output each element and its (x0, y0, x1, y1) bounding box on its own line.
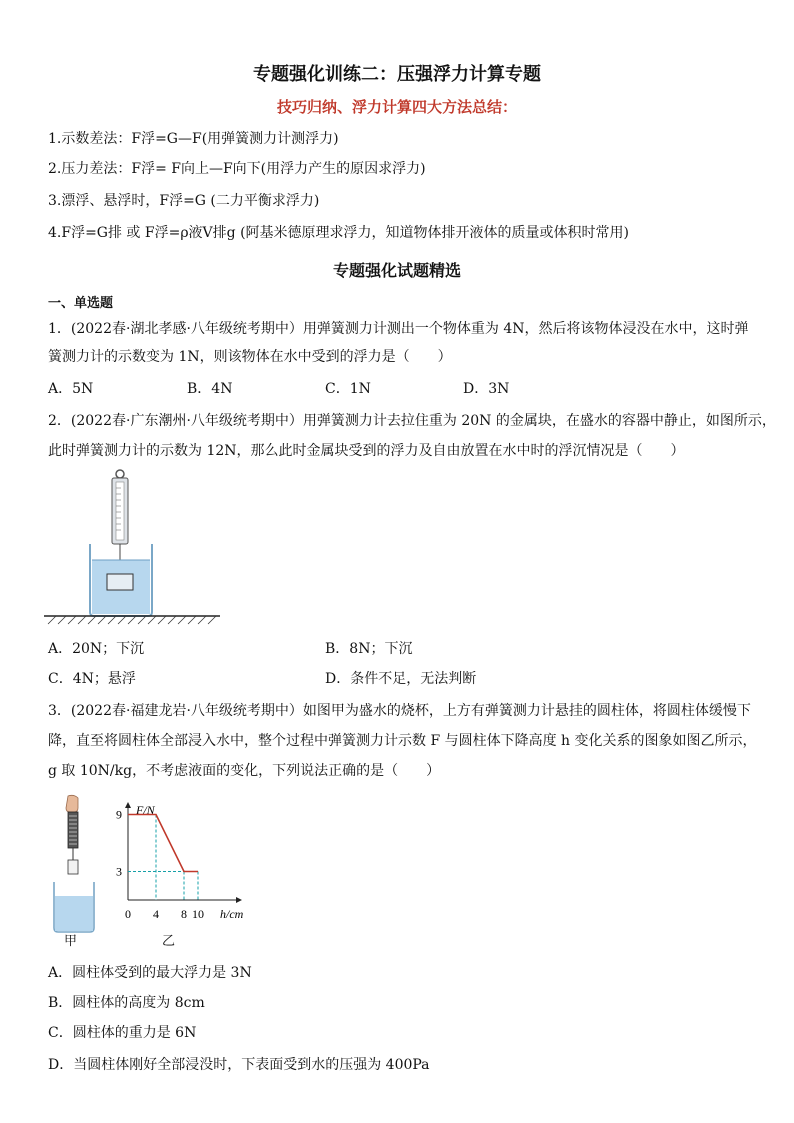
x-tick-label: 8 (181, 907, 187, 921)
y-tick-label: 3 (116, 864, 122, 879)
x-tick-label: 0 (125, 907, 131, 921)
hand-scale-beaker-figure (44, 794, 104, 944)
q1-option-a: A．5N (48, 381, 94, 397)
method-4: 4.F浮=G排 或 F浮=ρ液V排g (阿基米德原理求浮力，知道物体排开液体的质量或体积时常用) (48, 225, 630, 241)
figure-label-jia: 甲 (64, 934, 78, 949)
page-title: 专题强化训练二：压强浮力计算专题 (253, 64, 541, 85)
methods-heading: 技巧归纳、浮力计算四大方法总结： (276, 98, 517, 116)
question-3-line-3: g 取 10N/kg，不考虑液面的变化，下列说法正确的是（ ） (48, 763, 441, 779)
q1-option-b: B．4N (187, 381, 233, 397)
q3-option-c: C．圆柱体的重力是 6N (48, 1025, 197, 1041)
section-title: 专题强化试题精选 (332, 261, 461, 280)
q2-option-d: D．条件不足，无法判断 (325, 671, 477, 687)
y-axis-arrow (125, 802, 131, 808)
question-1-line-2: 簧测力计的示数变为 1N，则该物体在水中受到的浮力是（ ） (48, 349, 452, 365)
q2-option-b: B．8N；下沉 (325, 641, 413, 657)
question-2-line-2: 此时弹簧测力计的示数为 12N，那么此时金属块受到的浮力及自由放置在水中时的浮沉情况是（ ） (48, 443, 685, 459)
q3-option-a: A．圆柱体受到的最大浮力是 3N (48, 965, 252, 981)
question-3-line-2: 降，直至将圆柱体全部浸入水中，整个过程中弹簧测力计示数 F 与圆柱体下降高度 h 变化关系的图象如图乙所示， (48, 733, 757, 749)
method-3: 3.漂浮、悬浮时，F浮=G (二力平衡求浮力) (48, 193, 320, 209)
method-2: 2.压力差法：F浮= F向上—F向下(用浮力产生的原因求浮力) (48, 161, 426, 177)
spring-scale-beaker-figure (44, 466, 220, 626)
q1-option-d: D．3N (463, 381, 510, 397)
section-heading: 一、单选题 (48, 296, 114, 311)
q3-option-d: D．当圆柱体刚好全部浸没时，下表面受到水的压强为 400Pa (48, 1057, 430, 1073)
y-axis-label: F/N (136, 803, 155, 817)
q2-option-c: C．4N；悬浮 (48, 671, 136, 687)
q2-option-a: A．20N；下沉 (48, 641, 145, 657)
q1-option-c: C．1N (325, 381, 371, 397)
y-tick-label: 9 (116, 807, 122, 822)
question-2-line-1: 2．(2022春·广东潮州·八年级统考期中）用弹簧测力计去拉住重为 20N 的金属块，在盛水的容器中静止，如图所示， (48, 413, 776, 429)
method-1: 1.示数差法：F浮=G—F(用弹簧测力计测浮力) (48, 131, 339, 147)
question-3-line-1: 3．(2022春·福建龙岩·八年级统考期中）如图甲为盛水的烧杯，上方有弹簧测力计悬挂的圆柱体，将圆柱体缓慢下 (48, 703, 751, 719)
x-tick-label: 10 (192, 907, 204, 921)
figure-label-yi: 乙 (162, 934, 176, 949)
x-axis-arrow (236, 897, 242, 903)
x-tick-label: 4 (153, 907, 159, 921)
question-1-line-1: 1．(2022春·湖北孝感·八年级统考期中）用弹簧测力计测出一个物体重为 4N，然后将该物体浸没在水中，这时弹 (48, 321, 749, 337)
x-axis-label: h/cm (220, 907, 244, 921)
force-height-chart (108, 800, 258, 925)
q3-option-b: B．圆柱体的高度为 8cm (48, 995, 205, 1011)
series-line (128, 815, 198, 872)
